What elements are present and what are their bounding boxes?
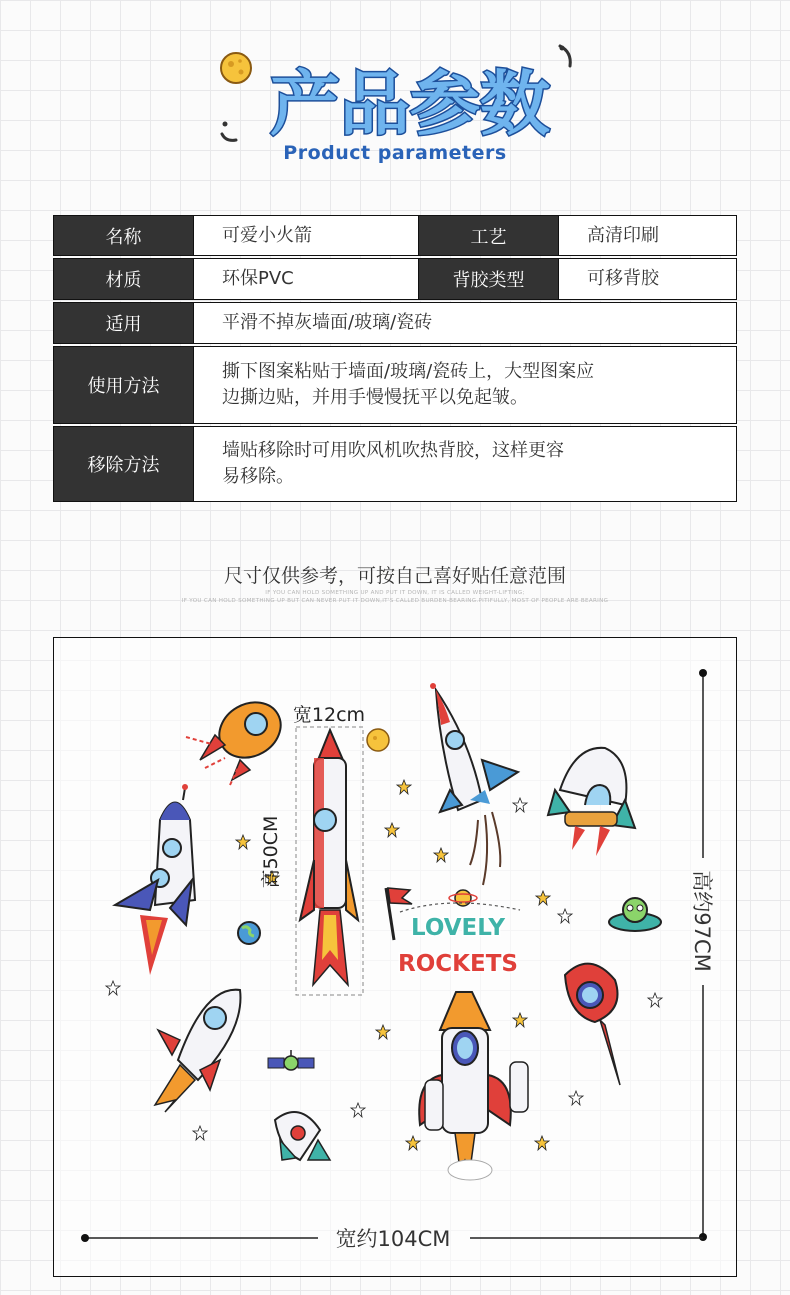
big-rocket-icon: [419, 992, 528, 1180]
orange-rocket-icon: [186, 691, 291, 785]
param-value: 可爱小火箭: [222, 224, 312, 246]
param-value: 高清印刷: [587, 224, 659, 246]
teal-rocket-icon: [548, 748, 635, 856]
flag-icon: [386, 888, 412, 940]
param-label: 移除方法: [54, 427, 193, 501]
param-label: 背胶类型: [419, 259, 558, 299]
blue-rocket-icon: [115, 784, 195, 975]
title-en: Product parameters: [283, 142, 507, 164]
param-value: 环保PVC: [222, 268, 294, 289]
param-label: 适用: [54, 303, 193, 343]
red-round-rocket-icon: [565, 964, 620, 1085]
rocket-width-label: 宽12cm: [292, 704, 366, 726]
green-rocket-icon: [275, 1112, 330, 1160]
slogan-line1: LOVELY: [410, 915, 506, 941]
param-value-line: 撕下图案粘贴于墙面/玻璃/瓷砖上，大型图案应: [222, 361, 595, 382]
planet-icon: [238, 922, 260, 944]
param-value-line: 易移除。: [222, 466, 294, 487]
param-label: 名称: [54, 216, 193, 255]
ufo-icon: [609, 898, 661, 931]
rocket-height-label: 高50CM: [260, 815, 282, 889]
title-cn-text: 产品参数: [270, 63, 550, 145]
param-value: 平滑不掉灰墙面/玻璃/瓷砖: [222, 312, 433, 333]
fine-print-line: IF YOU CAN HOLD SOMETHING UP BUT CAN NEVER PUT IT DOWN,IT'S CALLED BURDEN-BEARING.PITIFULLY, MOST OF PEOPLE ARE BEARING: [181, 598, 609, 604]
satellite-icon: [268, 1050, 314, 1070]
param-value-line: 墙贴移除时可用吹风机吹热背胶，这样更容: [222, 440, 564, 461]
slogan-line2: ROCKETS: [398, 951, 518, 977]
size-note: 尺寸仅供参考，可按自己喜好贴任意范围: [223, 565, 566, 587]
red-rocket-icon: [300, 730, 358, 985]
slogan: [398, 903, 520, 977]
param-label: 材质: [54, 259, 193, 299]
param-label: 使用方法: [54, 347, 193, 423]
param-value: 可移背胶: [587, 268, 659, 289]
param-label: 工艺: [419, 216, 558, 255]
moon-icon: [367, 729, 389, 751]
white-rocket-icon: [155, 990, 240, 1112]
fine-print-line: IF YOU CAN HOLD SOMETHING UP AND PUT IT DOWN, IT IS CALLED WEIGHT-LIFTING;: [265, 590, 525, 596]
overall-height-label: 高约97CM: [690, 870, 714, 972]
param-value-line: 边撕边贴，并用手慢慢抚平以免起皱。: [222, 387, 528, 408]
overall-width-label: 宽约104CM: [335, 1227, 451, 1251]
